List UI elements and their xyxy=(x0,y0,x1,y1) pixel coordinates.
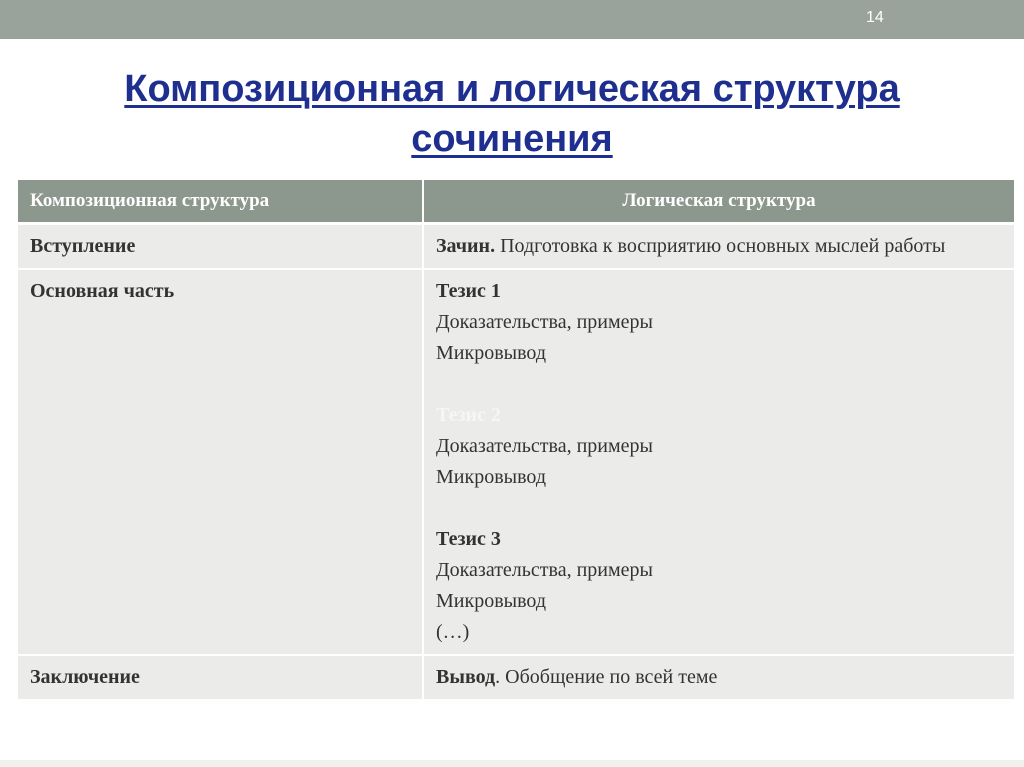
table-row-main xyxy=(18,269,1014,655)
cell-intro-composition: Вступление xyxy=(18,224,423,270)
cell-conclusion-composition: Заключение xyxy=(18,655,423,700)
cell-intro-logic xyxy=(423,224,1014,270)
micro-conclusion-2: Микровывод xyxy=(436,466,546,488)
thesis-1: Тезис 1 xyxy=(436,280,501,302)
table-row-conclusion xyxy=(18,655,1014,700)
slide-title xyxy=(40,64,984,164)
intro-text: Подготовка к восприятию основных мыслей работы xyxy=(495,235,946,257)
top-bar xyxy=(0,0,1024,39)
evidence-2: Доказательства, примеры xyxy=(436,435,653,457)
evidence-3: Доказательства, примеры xyxy=(436,559,653,581)
micro-conclusion-3: Микровывод xyxy=(436,590,546,612)
intro-lead: Зачин. xyxy=(436,235,496,257)
table-row-intro xyxy=(18,224,1014,270)
title-line-1: Композиционная и логическая структура xyxy=(124,68,900,110)
thesis-3: Тезис 3 xyxy=(436,528,501,550)
bottom-strip xyxy=(0,760,1024,767)
header-logic: Логическая структура xyxy=(423,180,1014,224)
micro-conclusion-1: Микровывод xyxy=(436,342,546,364)
structure-table xyxy=(18,180,1014,701)
header-composition: Композиционная структура xyxy=(18,180,423,224)
ellipsis: (…) xyxy=(436,621,470,643)
title-line-2: сочинения xyxy=(411,118,613,160)
slide-number: 14 xyxy=(866,9,884,26)
cell-main-composition: Основная часть xyxy=(18,269,423,655)
spacer xyxy=(436,493,1002,524)
spacer xyxy=(436,369,1002,400)
cell-main-logic xyxy=(423,269,1014,655)
table-header-row xyxy=(18,180,1014,224)
thesis-2: Тезис 2 xyxy=(436,404,501,426)
conclusion-lead: Вывод xyxy=(436,666,496,688)
evidence-1: Доказательства, примеры xyxy=(436,311,653,333)
cell-conclusion-logic xyxy=(423,655,1014,700)
conclusion-text: . Обобщение по всей теме xyxy=(495,666,718,688)
